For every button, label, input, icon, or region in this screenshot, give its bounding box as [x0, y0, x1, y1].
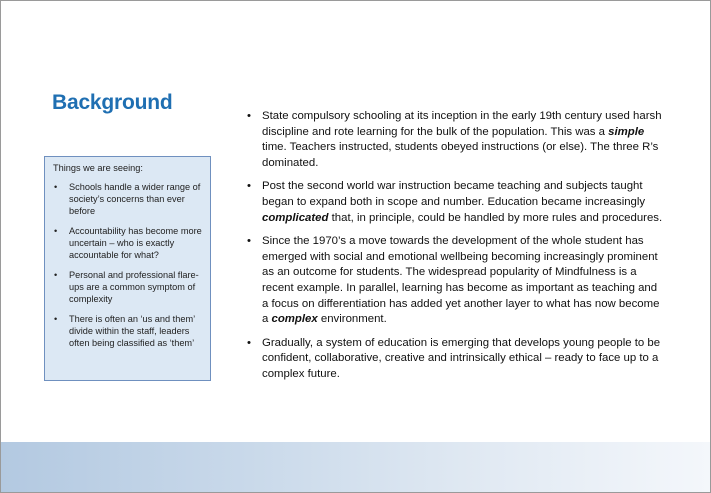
- sidebar-item: [53, 181, 204, 217]
- main-bullet: [247, 234, 665, 328]
- sidebar-list: [53, 181, 204, 349]
- sidebar-item-text: Schools handle a wider range of society’s concerns than ever before: [69, 182, 201, 216]
- bullet-icon: •: [247, 234, 251, 247]
- bullet-text: Gradually, a system of education is emerging that develops young people to be confident, collaborative, creative and intrinsically ethical – ready to face up to a complex future.: [262, 336, 661, 381]
- bullet-icon: •: [247, 180, 251, 193]
- sidebar-item-text: Accountability has become more uncertain – who is exactly accountable for what?: [69, 226, 202, 260]
- footer-gradient-band: [1, 442, 710, 492]
- main-bullet: [247, 179, 665, 226]
- emphasis-word: simple: [608, 125, 645, 138]
- bullet-text: environment.: [317, 313, 387, 326]
- sidebar-item-text: There is often an ‘us and them’ divide within the staff, leaders often being classified as ‘them’: [69, 314, 195, 348]
- sidebar-item: [53, 269, 204, 305]
- emphasis-word: complicated: [262, 211, 329, 224]
- sidebar-box: [44, 156, 211, 381]
- sidebar-heading: Things we are seeing:: [53, 163, 143, 173]
- bullet-text: State compulsory schooling at its inception in the early 19th century used harsh discipline and rote learning for the bulk of the population. This was a: [262, 110, 662, 138]
- bullet-icon: •: [54, 182, 58, 192]
- main-bullet: [247, 109, 665, 172]
- bullet-icon: •: [54, 270, 58, 280]
- emphasis-word: complex: [271, 313, 318, 326]
- bullet-text: that, in principle, could be handled by more rules and procedures.: [328, 211, 663, 224]
- main-bullet-list: [247, 109, 665, 383]
- bullet-icon: •: [54, 226, 58, 236]
- sidebar-item: [53, 225, 204, 261]
- bullet-icon: •: [54, 314, 58, 324]
- bullet-icon: •: [247, 336, 251, 349]
- bullet-text: Post the second world war instruction became teaching and subjects taught began to expand both in scope and number. Education became increasingly: [262, 180, 646, 209]
- sidebar-item-text: Personal and professional flare-ups are a common symptom of complexity: [69, 270, 199, 304]
- main-bullet: [247, 336, 665, 383]
- bullet-text: Since the 1970’s a move towards the development of the whole student has emerged with social and emotional wellbeing becoming increasingly prominent as an outcome for students. The widespread popularity of Mindfulness is a recent example. In parallel, learning has become as important as teaching and a focus on differentiation has added yet another layer to what has now become a: [262, 234, 660, 326]
- sidebar-item: [53, 313, 204, 349]
- bullet-text: time. Teachers instructed, students obeyed instructions (or else). The three R’s dominated.: [262, 141, 659, 170]
- slide-title: Background: [52, 91, 173, 114]
- main-content: [247, 109, 665, 390]
- bullet-icon: •: [247, 110, 251, 122]
